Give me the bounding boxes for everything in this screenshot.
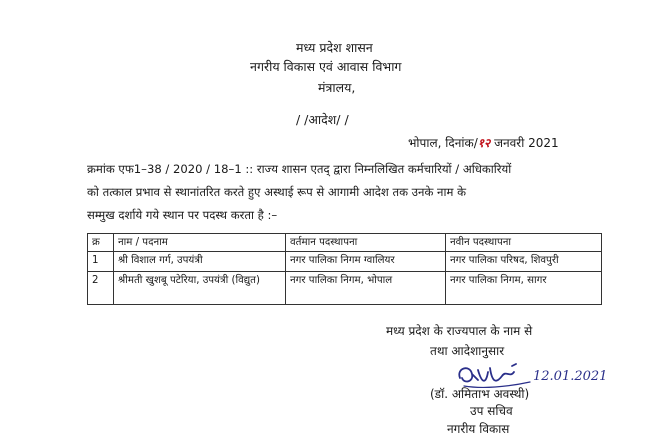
transfer-table bbox=[87, 233, 602, 305]
header-current-posting: वर्तमान पदस्थापना bbox=[286, 234, 446, 252]
government-heading: मध्य प्रदेश शासन bbox=[296, 40, 373, 55]
order-body-line-1: क्रमांक एफ1–38 / 2020 / 18–1 :: राज्य शासन एतद् द्वारा निम्नलिखित कर्मचारियों / अधिकारियों bbox=[87, 162, 512, 176]
cell-new-posting: नगर पालिका परिषद, शिवपुरी bbox=[446, 252, 602, 272]
header-new-posting: नवीन पदस्थापना bbox=[446, 234, 602, 252]
signatory-department-cutoff: नगरीय विकास bbox=[447, 422, 510, 436]
cell-current-posting: नगर पालिका निगम ग्वालियर bbox=[286, 252, 446, 272]
office-heading: मंत्रालय, bbox=[318, 80, 356, 95]
order-title: / /आदेश/ / bbox=[296, 112, 349, 127]
handwritten-day: १२ bbox=[477, 136, 491, 150]
cell-sno: 2 bbox=[88, 272, 114, 305]
closing-line-1: मध्य प्रदेश के राज्यपाल के नाम से bbox=[386, 324, 533, 338]
header-name: नाम / पदनाम bbox=[114, 234, 286, 252]
cell-name: श्रीमती खुशबू पटेरिया, उपयंत्री (विद्युत) bbox=[114, 272, 286, 305]
signatory-name: (डॉ. अमिताभ अवस्थी) bbox=[430, 387, 530, 401]
cell-name: श्री विशाल गर्ग, उपयंत्री bbox=[114, 252, 286, 272]
table-row bbox=[88, 252, 602, 272]
cell-current-posting: नगर पालिका निगम, भोपाल bbox=[286, 272, 446, 305]
order-body-line-2: को तत्काल प्रभाव से स्थानांतरित करते हुए अस्थाई रूप से आगामी आदेश तक उनके नाम के bbox=[87, 185, 466, 199]
header-sno: क्र bbox=[88, 234, 114, 252]
order-body-line-3: सम्मुख दर्शाये गये स्थान पर पदस्थ करता है :– bbox=[87, 208, 278, 222]
table-row bbox=[88, 272, 602, 305]
date-month-year: जनवरी 2021 bbox=[494, 136, 559, 150]
closing-line-2: तथा आदेशानुसार bbox=[430, 344, 505, 358]
date-place-prefix: भोपाल, दिनांक/ bbox=[408, 136, 478, 150]
table-header-row bbox=[88, 234, 602, 252]
date-line bbox=[408, 134, 559, 151]
signatory-designation: उप सचिव bbox=[470, 404, 513, 418]
cell-new-posting: नगर पालिका निगम, सागर bbox=[446, 272, 602, 305]
handwritten-date: 12.01.2021 bbox=[533, 369, 608, 384]
department-heading: नगरीय विकास एवं आवास विभाग bbox=[250, 59, 402, 74]
cell-sno: 1 bbox=[88, 252, 114, 272]
